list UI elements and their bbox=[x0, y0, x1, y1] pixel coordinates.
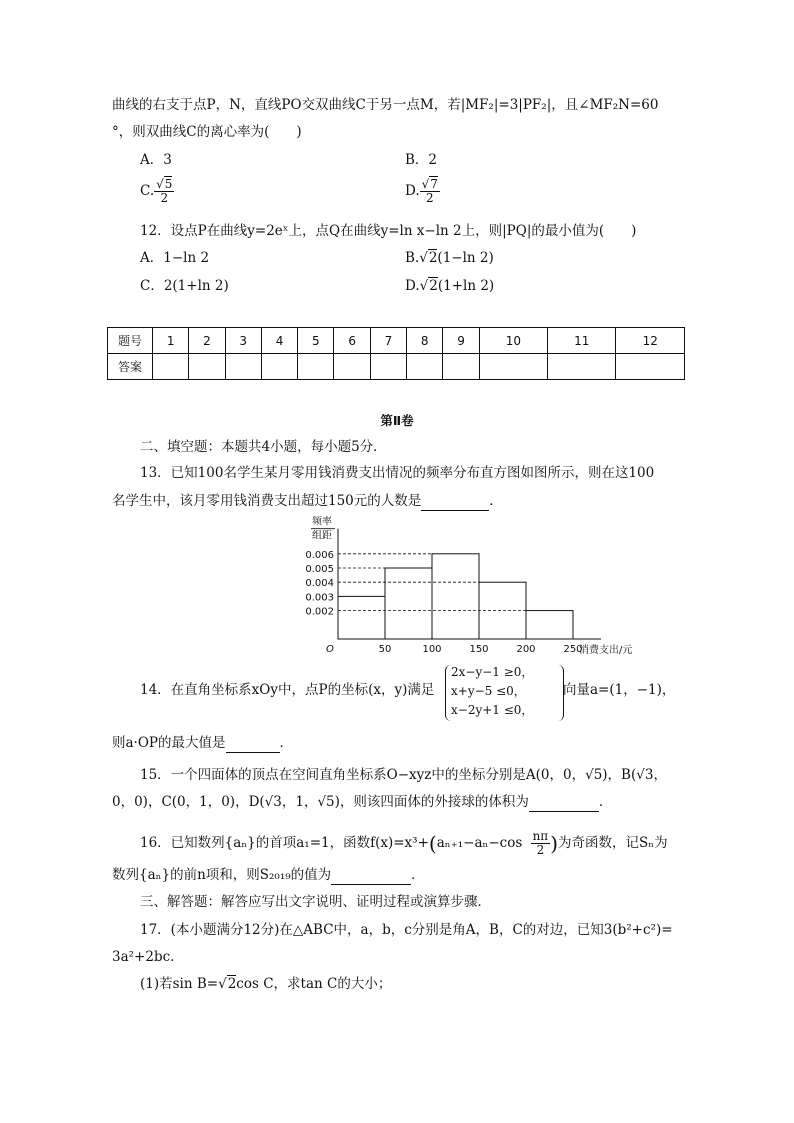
q15-line2: 0，0)，C(0，1，0)，D(√3，1，√5)，则该四面体的外接球的体积为 ． bbox=[112, 794, 613, 810]
answer-table-header-cell: 12 bbox=[616, 328, 685, 354]
histogram-bar bbox=[432, 554, 479, 639]
q11-line2: °，则双曲线C的离心率为( ) bbox=[112, 124, 302, 140]
answer-cell[interactable] bbox=[443, 354, 479, 380]
q17-line1: 17．(本小题满分12分)在△ABC中，a，b，c分别是角A，B，C的对边，已知3(b²+c²)= bbox=[140, 922, 673, 938]
histogram-bar bbox=[385, 568, 432, 639]
q11-option-d: D. $\frac{√7}{2}$ bbox=[405, 177, 438, 205]
answer-table-header-cell: 6 bbox=[334, 328, 370, 354]
q14-constraint-3: x−2y+1 ≤0， bbox=[451, 703, 534, 717]
histogram-bar bbox=[338, 596, 385, 639]
answer-table-header-cell: 1 bbox=[153, 328, 189, 354]
answer-table bbox=[107, 327, 685, 380]
answer-cell[interactable] bbox=[616, 354, 685, 380]
q14-stem-a: 14．在直角坐标系xOy中，点P的坐标(x，y)满足 bbox=[140, 682, 435, 698]
histogram-bar bbox=[526, 611, 573, 639]
answer-cell[interactable] bbox=[261, 354, 297, 380]
answer-cell[interactable] bbox=[298, 354, 334, 380]
q11-line1: 曲线的右支于点P，N，直线PO交双曲线C于另一点M，若|MF₂|=3|PF₂|，且∠MF₂N=60 bbox=[112, 97, 659, 113]
y-axis-label-bottom: 组距 bbox=[312, 530, 332, 542]
answer-table-header-cell: 5 bbox=[298, 328, 334, 354]
y-tick-label: 0.002 bbox=[305, 606, 334, 618]
histogram-bar bbox=[479, 582, 526, 639]
answer-table-header-cell: 3 bbox=[225, 328, 261, 354]
answer-table-label-number: 题号 bbox=[108, 328, 153, 354]
answer-cell[interactable] bbox=[225, 354, 261, 380]
q13-line1: 13．已知100名学生某月零用钱消费支出情况的频率分布直方图如图所示，则在这100 bbox=[140, 465, 655, 481]
q14-answer-blank[interactable] bbox=[226, 734, 280, 753]
q13-answer-blank[interactable] bbox=[421, 492, 489, 511]
q14-line2: 则a·OP的最大值是 ． bbox=[112, 735, 293, 751]
q16-line2: 数列{aₙ}的前n项和，则S₂₀₁₉的值为 ． bbox=[112, 867, 425, 883]
y-tick-label: 0.005 bbox=[305, 564, 334, 575]
left-brace bbox=[445, 665, 452, 721]
q12-option-c: C．2(1+ln 2) bbox=[140, 278, 229, 294]
answer-cell[interactable] bbox=[370, 354, 406, 380]
x-axis-label: 消费支出/元 bbox=[579, 645, 633, 656]
answer-table-answer-row bbox=[108, 354, 685, 380]
q13-line2: 名学生中，该月零用钱消费支出超过150元的人数是 ． bbox=[112, 493, 503, 509]
answer-cell[interactable] bbox=[334, 354, 370, 380]
q14-constraint-2: x+y−5 ≤0， bbox=[451, 684, 526, 698]
q11-option-b: B．2 bbox=[405, 152, 438, 168]
section3-heading: 三、解答题：解答应写出文字说明、证明过程或演算步骤． bbox=[140, 894, 491, 910]
y-tick-label: 0.004 bbox=[305, 578, 334, 590]
x-tick-label: 100 bbox=[422, 644, 442, 655]
q15-answer-blank[interactable] bbox=[529, 793, 599, 812]
q17-line2: 3a²+2bc. bbox=[112, 949, 175, 965]
answer-cell[interactable] bbox=[407, 354, 443, 380]
x-tick-label: 250 bbox=[563, 644, 583, 655]
q16-answer-blank[interactable] bbox=[331, 866, 411, 885]
q12-option-d: D.√2(1+ln 2) bbox=[405, 278, 495, 294]
q14-constraint-system bbox=[451, 663, 533, 720]
answer-table-number-row bbox=[108, 328, 685, 354]
q12-option-b: B.√2(1−ln 2) bbox=[405, 250, 494, 266]
x-tick-label: 50 bbox=[378, 644, 392, 655]
q12-stem: 12．设点P在曲线y=2eˣ上，点Q在曲线y=ln x−ln 2上，则|PQ|的最小值为( ) bbox=[140, 223, 637, 239]
q12-option-a: A．1−ln 2 bbox=[140, 250, 210, 266]
answer-table-header-cell: 7 bbox=[370, 328, 406, 354]
answer-table-header-cell: 2 bbox=[189, 328, 225, 354]
answer-table-header-cell: 11 bbox=[548, 328, 616, 354]
q14-stem-b: 向量a=(1，−1)， bbox=[563, 682, 676, 698]
q15-line1: 15．一个四面体的顶点在空间直角坐标系O−xyz中的坐标分别是A(0，0，√5)，B(√3， bbox=[140, 767, 667, 783]
part2-title: 第Ⅱ卷 bbox=[380, 413, 414, 428]
answer-table-header-cell: 4 bbox=[261, 328, 297, 354]
answer-table-label-answer: 答案 bbox=[108, 354, 153, 380]
answer-table-header-cell: 8 bbox=[407, 328, 443, 354]
q14-constraint-1: 2x−y−1 ≥0， bbox=[451, 665, 534, 679]
q16-line1: 16．已知数列{aₙ}的首项a₁=1，函数f(x)=x³+(aₙ₊₁−aₙ−cos $\frac{n\pi}{2}$ )为奇函数，记Sₙ为 bbox=[140, 829, 668, 857]
y-tick-label: 0.003 bbox=[305, 592, 334, 604]
q17-part1: (1)若sin B=√2cos C，求tan C的大小； bbox=[140, 976, 392, 992]
answer-cell[interactable] bbox=[479, 354, 547, 380]
y-axis-label-top: 频率 bbox=[312, 516, 332, 528]
x-tick-label: 150 bbox=[469, 644, 489, 655]
answer-cell[interactable] bbox=[548, 354, 616, 380]
answer-table-header-cell: 10 bbox=[479, 328, 547, 354]
q11-option-a: A．3 bbox=[140, 152, 172, 168]
section2-heading: 二、填空题：本题共4小题，每小题5分． bbox=[140, 439, 387, 455]
y-tick-label: 0.006 bbox=[305, 549, 334, 561]
answer-table-header-cell: 9 bbox=[443, 328, 479, 354]
x-tick-label: 200 bbox=[516, 644, 536, 655]
origin-label: O bbox=[326, 644, 334, 655]
answer-cell[interactable] bbox=[153, 354, 189, 380]
q11-option-c: C. $\frac{√5}{2}$ bbox=[140, 177, 173, 205]
answer-cell[interactable] bbox=[189, 354, 225, 380]
